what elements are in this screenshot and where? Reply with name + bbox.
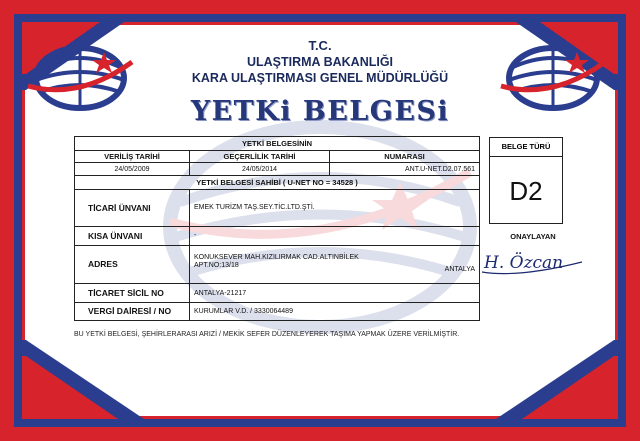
column-header-number: NUMARASI [330,150,480,163]
issue-date: 24/05/2009 [75,163,190,176]
trade-registry-row [75,284,480,302]
short-name-value: - [190,227,480,245]
address-row [75,245,480,284]
holder-title-row [75,175,480,189]
tax-office-row [75,302,480,320]
short-name-row [75,227,480,245]
tax-office-label: VERGİ DAİRESİ / NO [75,302,190,320]
trade-registry-value: ANTALYA-21217 [190,284,480,302]
address-city: ANTALYA [444,266,476,274]
footer-note: BU YETKİ BELGESİ, ŞEHİRLERARASI ARIZİ / MEKİK SEFER DÜZENLEYEREK TAŞIMA YAPMAK ÜZERE VERİLMİŞTİR. [74,331,460,338]
address-value [190,245,480,284]
address-line-2 [194,262,476,274]
date-values-row [75,163,480,176]
column-header-validity-date: GEÇERLİLİK TARİHİ [190,150,330,163]
document-type-value: D2 [509,176,543,206]
document-type-box [489,137,563,224]
column-header-row [75,150,480,163]
trade-name-label: TİCARİ ÜNVANI [75,189,190,227]
trade-name-row [75,189,480,227]
trade-registry-label: TİCARET SİCİL NO [75,284,190,302]
column-header-issue-date: VERİLİŞ TARİHİ [75,150,190,163]
tax-office-value: KURUMLAR V.D. / 3330064489 [190,302,480,320]
holder-title: YETKİ BELGESİ SAHİBİ ( U-NET NO = 34528 ) [75,175,480,189]
section-title: YETKİ BELGESİNİN [75,137,480,151]
short-name-label: KISA ÜNVANI [75,227,190,245]
document-title: YETKi BELGESi [190,96,450,127]
section-title-row [75,137,480,151]
address-line-1: KONUKSEVER MAH.KIZILIRMAK CAD.ALTINBİLEK [194,254,359,262]
document-type-label: BELGE TÜRÜ [490,138,562,157]
header-ministry: ULAŞTIRMA BAKANLIĞI [246,55,394,69]
address-street-2: APT.NO:13/18 [194,262,239,270]
trade-name-value: EMEK TURİZM TAŞ.SEY.TİC.LTD.ŞTİ. [190,189,480,227]
approver-label: ONAYLAYAN [510,232,556,241]
signature-text: H. Özcan [484,253,564,273]
certificate-table [74,136,480,321]
address-label: ADRES [75,245,190,284]
validity-date: 24/05/2014 [190,163,330,176]
header-tc: T.C. [308,38,332,53]
approver-signature [478,244,588,280]
header-directorate: KARA ULAŞTIRMASI GENEL MÜDÜRLÜĞÜ [191,71,449,85]
certificate-number: ANT.U-NET.D2.07.561 [330,163,480,176]
